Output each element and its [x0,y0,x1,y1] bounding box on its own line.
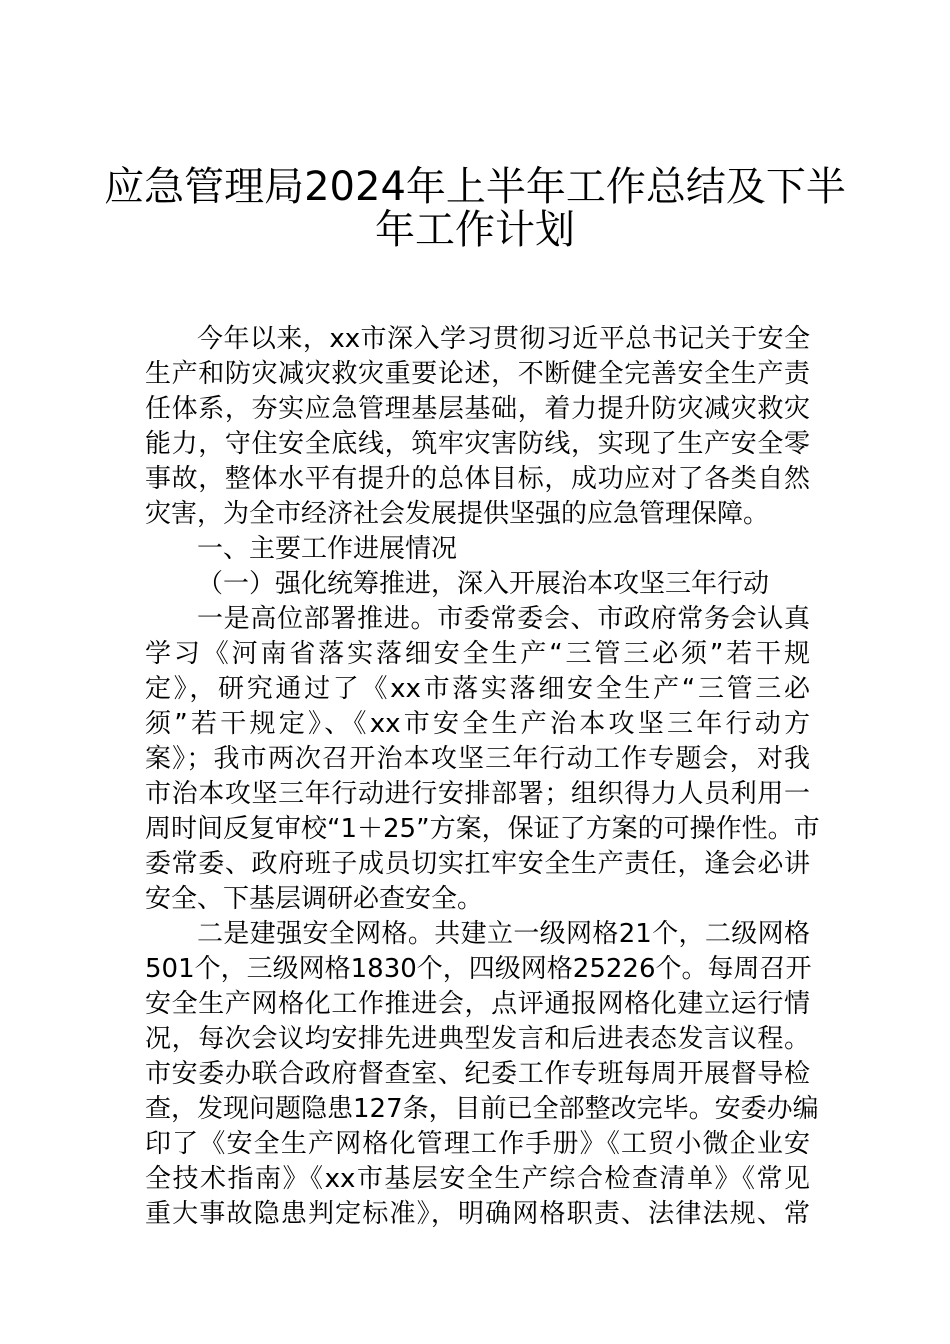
body-line: 一、主要工作进展情况 [197,534,458,564]
body-line: 须”若干规定》、《xx市安全生产治本攻坚三年行动方 [145,709,810,739]
body-line: 安全生产网格化工作推进会，点评通报网格化建立运行情 [145,989,810,1019]
body-line: 印了《安全生产网格化管理工作手册》《工贸小微企业安 [145,1129,810,1159]
body-line: （一）强化统筹推进，深入开展治本攻坚三年行动 [197,569,770,599]
body-line: 全技术指南》《xx市基层安全生产综合检查清单》《常见 [145,1164,810,1194]
body-line: 委常委、政府班子成员切实扛牢安全生产责任，逢会必讲 [145,849,810,879]
body-line: 案》；我市两次召开治本攻坚三年行动工作专题会，对我 [145,744,810,774]
body-line: 灾害，为全市经济社会发展提供坚强的应急管理保障。 [145,499,770,529]
body-line: 市治本攻坚三年行动进行安排部署；组织得力人员利用一 [145,779,810,809]
body-line: 周时间反复审校“1＋25”方案，保证了方案的可操作性。市 [145,814,820,844]
body-line: 学习《河南省落实落细安全生产“三管三必须”若干规 [145,639,810,669]
body-line: 501个，三级网格1830个，四级网格25226个。每周召开 [145,954,812,984]
body-line: 查，发现问题隐患127条，目前已全部整改完毕。安委办编 [145,1094,819,1124]
document-title-line-1: 应急管理局2024年上半年工作总结及下半 [104,164,846,210]
document-body [145,322,820,1232]
body-line: 一是高位部署推进。市委常委会、市政府常务会认真 [197,604,810,634]
body-line: 能力，守住安全底线，筑牢灾害防线，实现了生产安全零 [145,429,810,459]
body-line: 定》，研究通过了《xx市落实落细安全生产“三管三必 [145,674,810,704]
body-line: 重大事故隐患判定标准》，明确网格职责、法律法规、常 [145,1199,810,1229]
body-line: 况，每次会议均安排先进典型发言和后进表态发言议程。 [145,1024,810,1054]
body-line: 生产和防灾减灾救灾重要论述，不断健全完善安全生产责 [145,359,810,389]
document-title-line-2: 年工作计划 [375,207,575,253]
body-line: 安全、下基层调研必查安全。 [145,884,484,914]
body-line: 任体系，夯实应急管理基层基础，着力提升防灾减灾救灾 [145,394,810,424]
body-line: 今年以来，xx市深入学习贯彻习近平总书记关于安全 [197,324,810,354]
body-line: 二是建强安全网格。共建立一级网格21个，二级网格 [197,919,810,949]
body-line: 市安委办联合政府督查室、纪委工作专班每周开展督导检 [145,1059,810,1089]
body-line: 事故，整体水平有提升的总体目标，成功应对了各类自然 [145,464,810,494]
